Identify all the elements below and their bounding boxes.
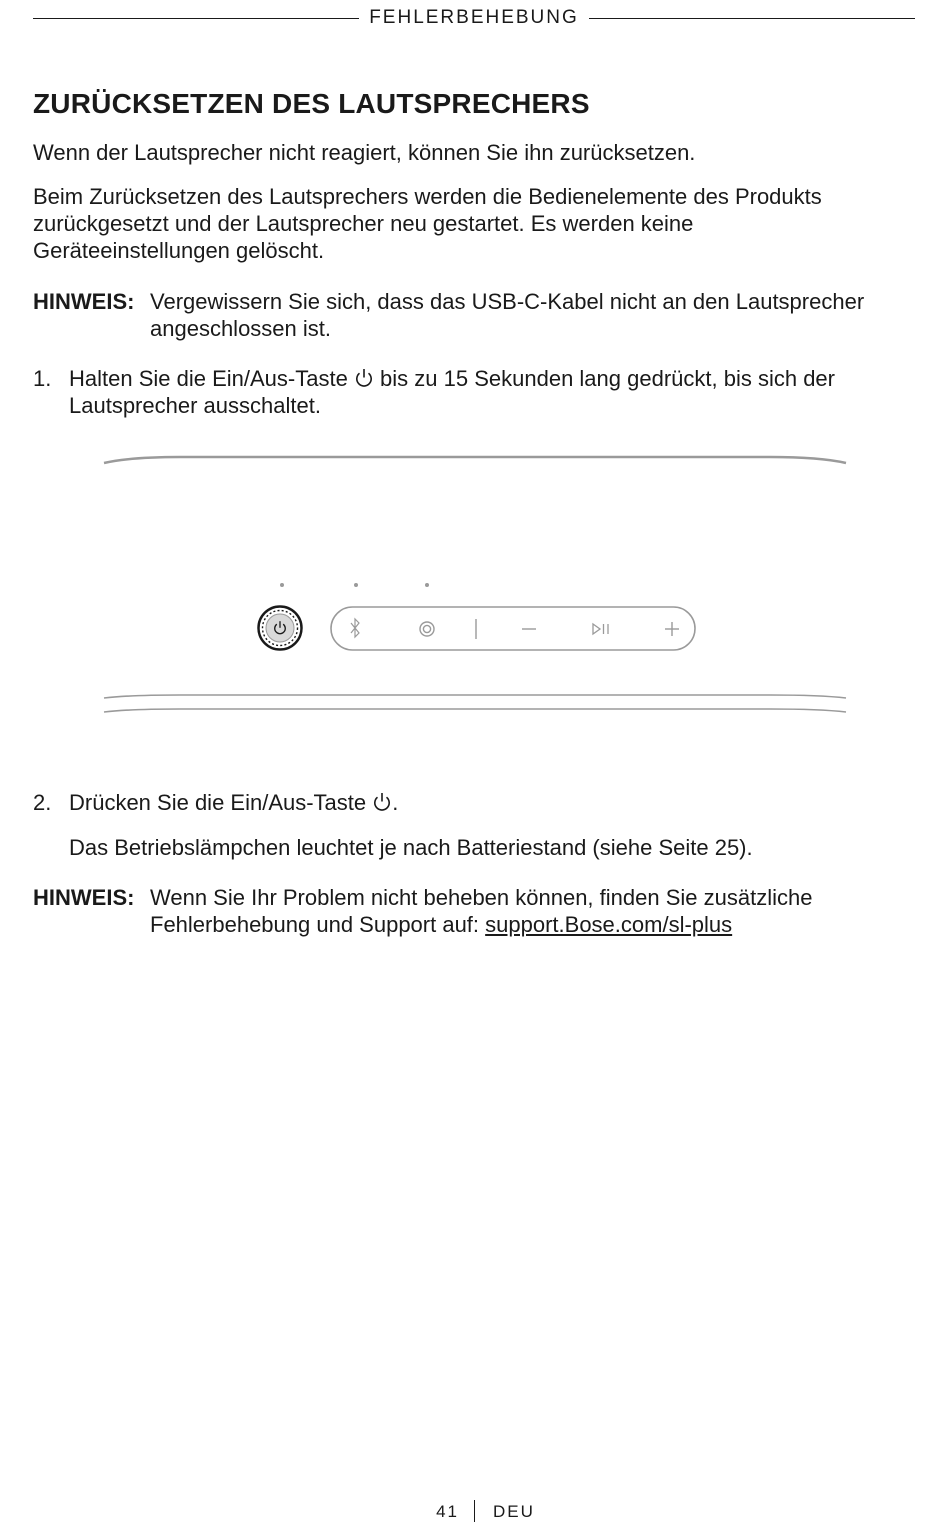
power-button[interactable] [259,607,302,650]
power-icon [372,791,392,813]
section-title: FEHLERBEHEBUNG [369,7,579,28]
note-label: HINWEIS: [33,885,135,910]
indicator-light-3 [425,583,429,587]
speaker-bottom-edge-lower [104,709,846,712]
page-footer [0,1500,950,1524]
indicator-light-1 [280,583,284,587]
support-link[interactable]: support.Bose.com/sl-plus [485,912,733,937]
indicator-light-2 [354,583,358,587]
header-rule-right [589,18,915,19]
page-number: 41 [436,1502,459,1521]
note-label: HINWEIS: [33,289,135,314]
speaker-bottom-edge-upper [104,695,846,698]
note-support [33,884,918,938]
control-panel [331,607,695,650]
footer-separator [474,1500,475,1522]
note-text: Vergewissern Sie sich, dass das USB-C-Kabel nicht an den Lautsprecher angeschlossen ist. [150,289,865,341]
step-2 [33,789,918,816]
step-number: 1. [33,366,52,391]
step-2-result: Das Betriebslämpchen leuchtet je nach Batteriestand (siehe Seite 25). [69,835,753,860]
page-title: ZURÜCKSETZEN DES LAUTSPRECHERS [33,88,590,119]
step-1 [33,365,918,419]
step-text: Drücken Sie die Ein/Aus-Taste . [69,790,399,815]
power-icon [354,367,374,389]
speaker-top-illustration [100,450,850,720]
note-text: Wenn Sie Ihr Problem nicht beheben können, finden Sie zusätzliche Fehlerbehebung und Support auf: support.Bose.com/sl-plus [150,885,813,937]
step-text: Halten Sie die Ein/Aus-Taste bis zu 15 Sekunden lang gedrückt, bis sich der Lautsprecher ausschaltet. [69,366,835,418]
step-number: 2. [33,790,52,815]
note-usb [33,288,918,342]
speaker-top-edge [104,457,846,463]
page-header [33,6,915,30]
language-code: DEU [493,1502,535,1521]
intro-paragraph: Wenn der Lautsprecher nicht reagiert, können Sie ihn zurücksetzen. [33,140,696,165]
description-paragraph: Beim Zurücksetzen des Lautsprechers werden die Bedienelemente des Produkts zurückgesetzt und der Lautsprecher neu gestartet. Es werden keine Geräteeinstellungen gelöscht. [33,184,822,263]
